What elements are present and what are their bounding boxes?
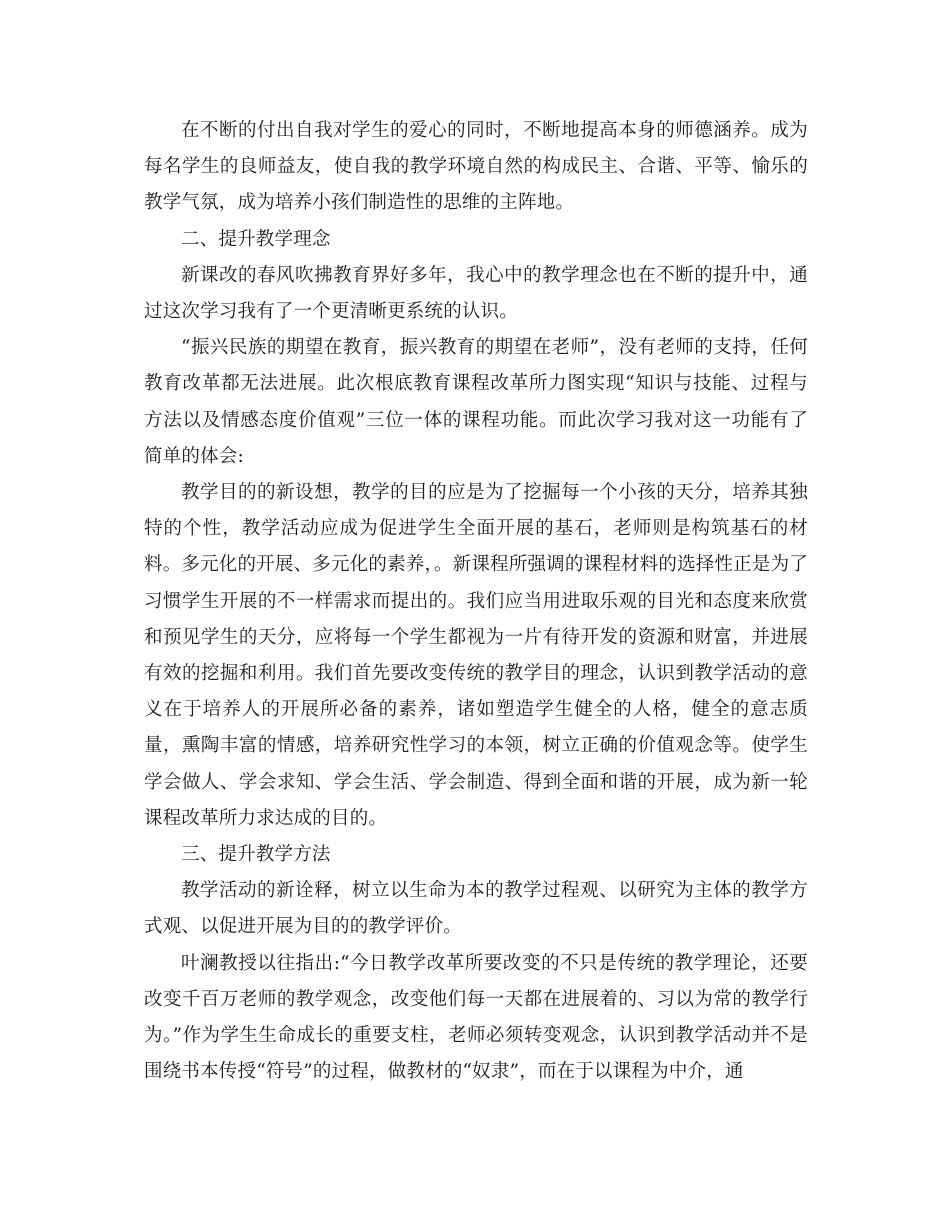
paragraph-3: “振兴民族的期望在教育，振兴教育的期望在老师”，没有老师的支持，任何教育改革都无法进展。此次根底教育课程改革所力图实现“知识与技能、过程与方法以及情感态度价值观”三位一体的课程功能。而此次学习我对这一功能有了简单的体会: bbox=[144, 337, 808, 467]
paragraph-4: 教学目的的新设想，教学的目的应是为了挖掘每一个小孩的天分，培养其独特的个性，教学活动应成为促进学生全面开展的基石，老师则是构筑基石的材料。多元化的开展、多元化的素养，。新课程所强调的课程材料的选择性正是为了习惯学生开展的不一样需求而提出的。我们应当用进取乐观的目光和态度来欣赏和预见学生的天分，应将每一个学生都视为一片有待开发的资源和财富，并进展有效的挖掘和利用。我们首先要改变传统的教学目的理念，认识到教学活动的意义在于培养人的开展所必备的素养，诸如塑造学生健全的人格，健全的意志质量，熏陶丰富的情感，培养研究性学习的本领，树立正确的价值观念等。使学生学会做人、学会求知、学会生活、学会制造、得到全面和谐的开展，成为新一轮课程改革所力求达成的目的。 bbox=[144, 482, 808, 829]
section-heading-3: 三、提升教学方法 bbox=[181, 844, 331, 866]
section-heading-2: 二、提升教学理念 bbox=[181, 228, 331, 250]
paragraph-2: 新课改的春风吹拂教育界好多年，我心中的教学理念也在不断的提升中，通过这次学习我有了一个更清晰更系统的认识。 bbox=[144, 264, 808, 323]
paragraph-1: 在不断的付出自我对学生的爱心的同时，不断地提高本身的师德涵养。成为每名学生的良师益友，使自我的教学环境自然的构成民主、合谐、平等、愉乐的教学气氛，成为培养小孩们制造性的思维的主阵地。 bbox=[144, 120, 808, 214]
document-body bbox=[144, 113, 808, 1090]
paragraph-6: 叶澜教授以往指出:“今日教学改革所要改变的不只是传统的教学理论，还要改变千百万老师的教学观念，改变他们每一天都在进展着的、习以为常的教学行为。”作为学生生命成长的重要支柱，老师必须转变观念，认识到教学活动并不是围绕书本传授“符号”的过程，做教材的“奴隶”，而在于以课程为中介，通 bbox=[144, 952, 808, 1083]
paragraph-5: 教学活动的新诠释，树立以生命为本的教学过程观、以研究为主体的教学方式观、以促进开展为目的的教学评价。 bbox=[144, 880, 808, 938]
